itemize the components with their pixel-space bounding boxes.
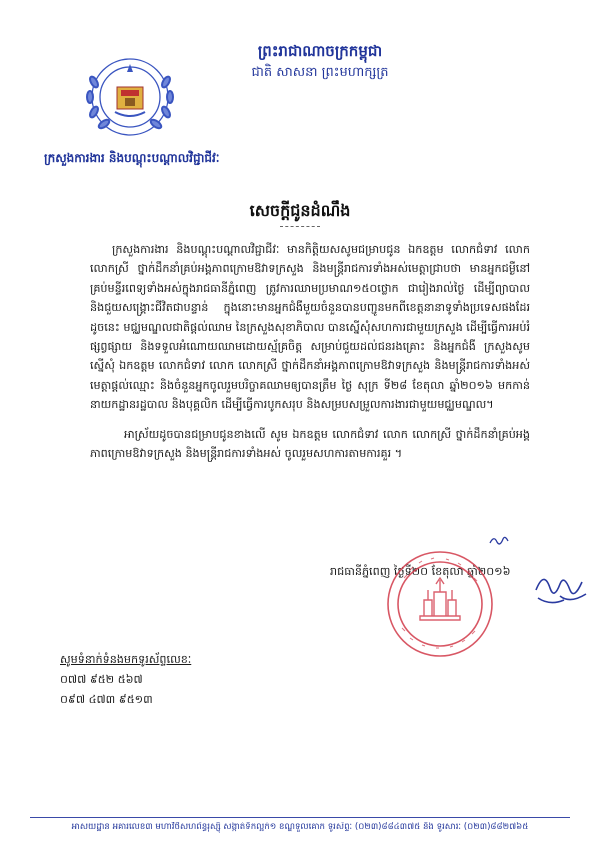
contact-phone-1: ០៧៧ ៩៥២ ៥៦៧ bbox=[60, 673, 143, 686]
official-stamp bbox=[384, 548, 496, 660]
kingdom-header bbox=[200, 40, 440, 84]
ministry-seal-logo bbox=[80, 52, 180, 142]
document-body bbox=[90, 240, 530, 471]
handwritten-initial bbox=[488, 533, 510, 549]
title-divider bbox=[280, 226, 320, 227]
contact-phone-2: ០៩៧ ៤៧៣ ៩៥១៣ bbox=[60, 693, 153, 706]
kingdom-title: ព្រះរាជាណាចក្រកម្ពុជា bbox=[257, 42, 383, 60]
handwritten-signature bbox=[530, 560, 590, 610]
national-motto: ជាតិ សាសនា ព្រះមហាក្សត្រ bbox=[251, 65, 389, 80]
footer-divider bbox=[30, 817, 570, 818]
date-line: រាជធានីភ្នំពេញ ថ្ងៃទី២០ ខែតុលា ឆ្នាំ២០១៦ bbox=[330, 565, 511, 578]
body-paragraph-1: ក្រសួងការងារ និងបណ្តុះបណ្តាលវិជ្ជាជីវៈ មានកិត្តិយសសូមជម្រាបជូន ឯកឧត្តម លោកជំទាវ លោក លោកស្រី ថ្នាក់ដឹកនាំគ្រប់អង្គភាពក្រោមឱវាទក្រសួង និងមន្ត្រីរាជការទាំងអស់មេត្តាជ្រាបថា មានអ្នកជម្ងឺនៅគ្រប់មន្ទីរពេទ្យទាំងអស់ក្នុងរាជធានីភ្នំពេញ ត្រូវការឈាមប្រមាណ១៥០ថ្លោក ជារៀងរាល់ថ្ងៃ ដើម្បីព្យាបាល និងជួយសង្គ្រោះជីវិតជាបន្ទាន់ ក្នុងនោះមានអ្នកជំងឺមួយចំនួនបានបញ្ជូនមកពីខេត្តនានាទូទាំងប្រទេសផងដែរ ដូចនេះ មជ្ឈមណ្ឌលជាតិផ្តល់ឈាម នៃក្រសួងសុខាភិបាល បានស្នើសុំសហការជាមួយក្រសួង ដើម្បីធ្វើការអប់រំផ្សព្វផ្សាយ និងទទួលអំណោយឈាមដោយស្ម័គ្រចិត្ត សម្រាប់ជួយដល់ជនរងគ្រោះ និងអ្នកជំងឺ ក្រសួងសូមស្នើសុំ ឯកឧត្តម លោកជំទាវ លោក លោកស្រី ថ្នាក់ដឹកនាំអង្គភាពក្រោមឱវាទក្រសួង និងមន្ត្រីរាជការទាំងអស់ មេត្តាផ្តល់ឈ្មោះ និងចំនួនអ្នកចូលរួមបរិច្ចាគឈាមឲ្យបានត្រឹម ថ្ងៃ សុក្រ ទី២៨ ខែតុលា ឆ្នាំ២០១៦ មកកាន់នាយកដ្ឋានរដ្ឋបាល និងបុគ្គលិក ដើម្បីធ្វើការបូកសរុប និងសម្របសម្រួលការងារជាមួយមជ្ឈមណ្ឌល។ bbox=[90, 243, 530, 412]
footer-address: អាសយដ្ឋាន អគារលេខ៣ មហាវិថីសហព័ន្ធរុស្ស៊ី សង្កាត់ទឹកល្អក់១ ខណ្ឌទួលគោក ទូរស័ព្ទៈ (០២៣)៨៨៤៣៧៥ និង ទូរសារៈ (០២៣)៨៨២៧៦៥ bbox=[71, 822, 529, 832]
ministry-name: ក្រសួងការងារ និងបណ្តុះបណ្តាលវិជ្ជាជីវៈ bbox=[44, 151, 220, 165]
body-paragraph-2: អាស្រ័យដូចបានជម្រាបជូនខាងលើ សូម ឯកឧត្តម លោកជំទាវ លោក លោកស្រី ថ្នាក់ដឹកនាំគ្រប់អង្គភាពក្រោមឱវាទក្រសួង និងមន្ត្រីរាជការទាំងអស់ ចូលរួមសហការតាមការគួរ ។ bbox=[90, 427, 530, 461]
contact-block bbox=[60, 650, 191, 710]
document-title: សេចក្តីជូនដំណឹង bbox=[249, 201, 351, 220]
contact-heading: សូមទំនាក់ទំនងមកទូរស័ព្ទលេខៈ bbox=[60, 653, 192, 666]
